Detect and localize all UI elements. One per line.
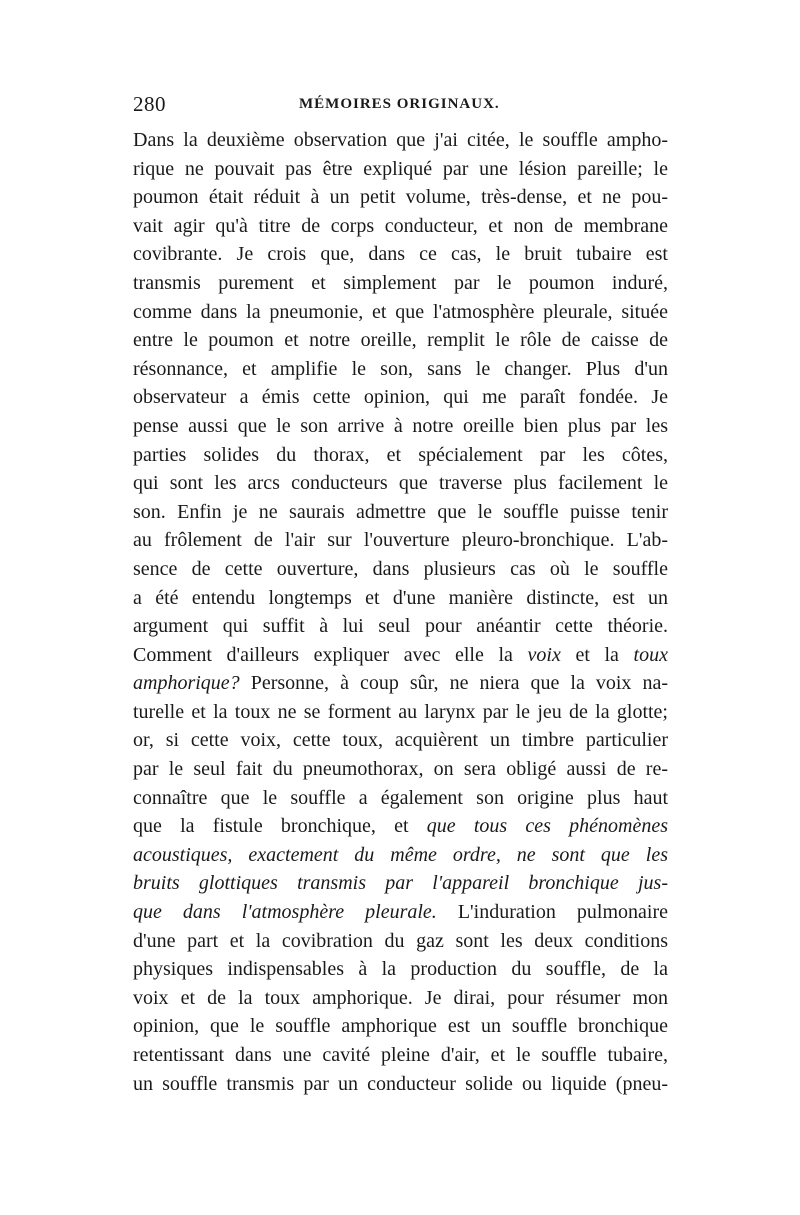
text-line [133,212,668,241]
text-line [133,126,668,155]
text-run: un souffle transmis par un conducteur solide ou liquide (pneu- [133,1072,668,1095]
running-head: MÉMOIRES ORIGINAUX. [299,96,500,112]
text-run: Comment d'ailleurs expliquer avec elle la [133,643,528,666]
text-run: parties solides du thorax, et spécialement par les côtes, [133,443,668,466]
text-run: voix et de la toux amphorique. Je dirai, pour résumer mon [133,986,668,1009]
text-line [133,641,668,670]
italic-text-run: acoustiques, exactement du même ordre, ne sont que les [133,843,668,866]
text-run: que la fistule bronchique, et [133,815,427,838]
text-run: poumon était réduit à un petit volume, très-dense, et ne pou- [133,186,668,209]
text-line [133,383,668,412]
text-line [133,183,668,212]
text-line [133,1041,668,1070]
text-line [133,355,668,384]
text-line [133,698,668,727]
text-line [133,526,668,555]
text-line [133,898,668,927]
text-run: son. Enfin je ne saurais admettre que le souffle puisse tenir [133,500,668,523]
text-run: d'une part et la covibration du gaz sont les deux conditions [133,929,668,952]
text-run: et la [560,643,634,666]
text-line [133,869,668,898]
italic-text-run: voix [527,643,561,666]
book-page [133,92,668,1098]
text-run: pense aussi que le son arrive à notre oreille bien plus par les [133,414,668,437]
text-line [133,612,668,641]
text-run: Personne, à coup sûr, ne niera que la voix na- [239,672,668,695]
page-number: 280 [133,92,166,116]
text-run: entre le poumon et notre oreille, remplit le rôle de caisse de [133,329,668,352]
text-run: connaître que le souffle a également son origine plus haut [133,786,668,809]
text-run: turelle et la toux ne se forment au larynx par le jeu de la glotte; [133,700,668,723]
text-run: au frôlement de l'air sur l'ouverture pleuro-bronchique. L'ab- [133,529,668,552]
text-line [133,955,668,984]
text-run: observateur a émis cette opinion, qui me paraît fondée. Je [133,386,668,409]
text-line [133,984,668,1013]
text-run: résonnance, et amplifie le son, sans le changer. Plus d'un [133,357,668,380]
text-run: retentissant dans une cavité pleine d'air, et le souffle tubaire, [133,1044,668,1066]
text-run: sence de cette ouverture, dans plusieurs cas où le souffle [133,557,668,580]
text-run: qui sont les arcs conducteurs que traverse plus facilement le [133,472,668,495]
text-run: par le seul fait du pneumothorax, on sera obligé aussi de re- [133,758,668,781]
italic-text-run: que tous ces phénomènes [426,815,668,838]
text-run: comme dans la pneumonie, et que l'atmosphère pleurale, située [133,300,668,323]
text-line [133,841,668,870]
text-line [133,298,668,327]
text-line [133,155,668,184]
text-line [133,669,668,698]
italic-text-run: toux [633,643,668,666]
italic-text-run: que dans l'atmosphère pleurale. [133,901,437,924]
text-line [133,326,668,355]
body-text [133,126,668,1098]
text-line [133,784,668,813]
text-run: or, si cette voix, cette toux, acquièrent un timbre particulier [133,729,668,752]
page-header [133,92,668,122]
italic-text-run: bruits glottiques transmis par l'appareil bronchique jus- [133,872,668,895]
italic-text-run: amphorique? [133,672,240,695]
text-line [133,469,668,498]
text-line [133,441,668,470]
text-run: a été entendu longtemps et d'une manière distincte, est un [133,586,668,609]
text-line [133,726,668,755]
text-run: physiques indispensables à la production du souffle, de la [133,958,668,981]
text-run: L'induration pulmonaire [436,901,668,924]
text-line [133,812,668,841]
text-line [133,412,668,441]
text-run: argument qui suffit à lui seul pour anéantir cette théorie. [133,615,668,638]
text-run: covibrante. Je crois que, dans ce cas, le bruit tubaire est [133,243,668,266]
text-line [133,269,668,298]
text-line [133,555,668,584]
text-line [133,1012,668,1041]
text-line [133,927,668,956]
text-line [133,240,668,269]
text-line [133,1070,668,1099]
text-run: vait agir qu'à titre de corps conducteur, et non de membrane [133,214,668,237]
text-run: transmis purement et simplement par le poumon induré, [133,271,668,294]
text-run: Dans la deuxième observation que j'ai citée, le souffle ampho- [133,129,668,151]
text-line [133,584,668,613]
text-run: opinion, que le souffle amphorique est un souffle bronchique [133,1015,668,1038]
text-line [133,755,668,784]
text-run: rique ne pouvait pas être expliqué par une lésion pareille; le [133,157,668,180]
text-line [133,498,668,527]
